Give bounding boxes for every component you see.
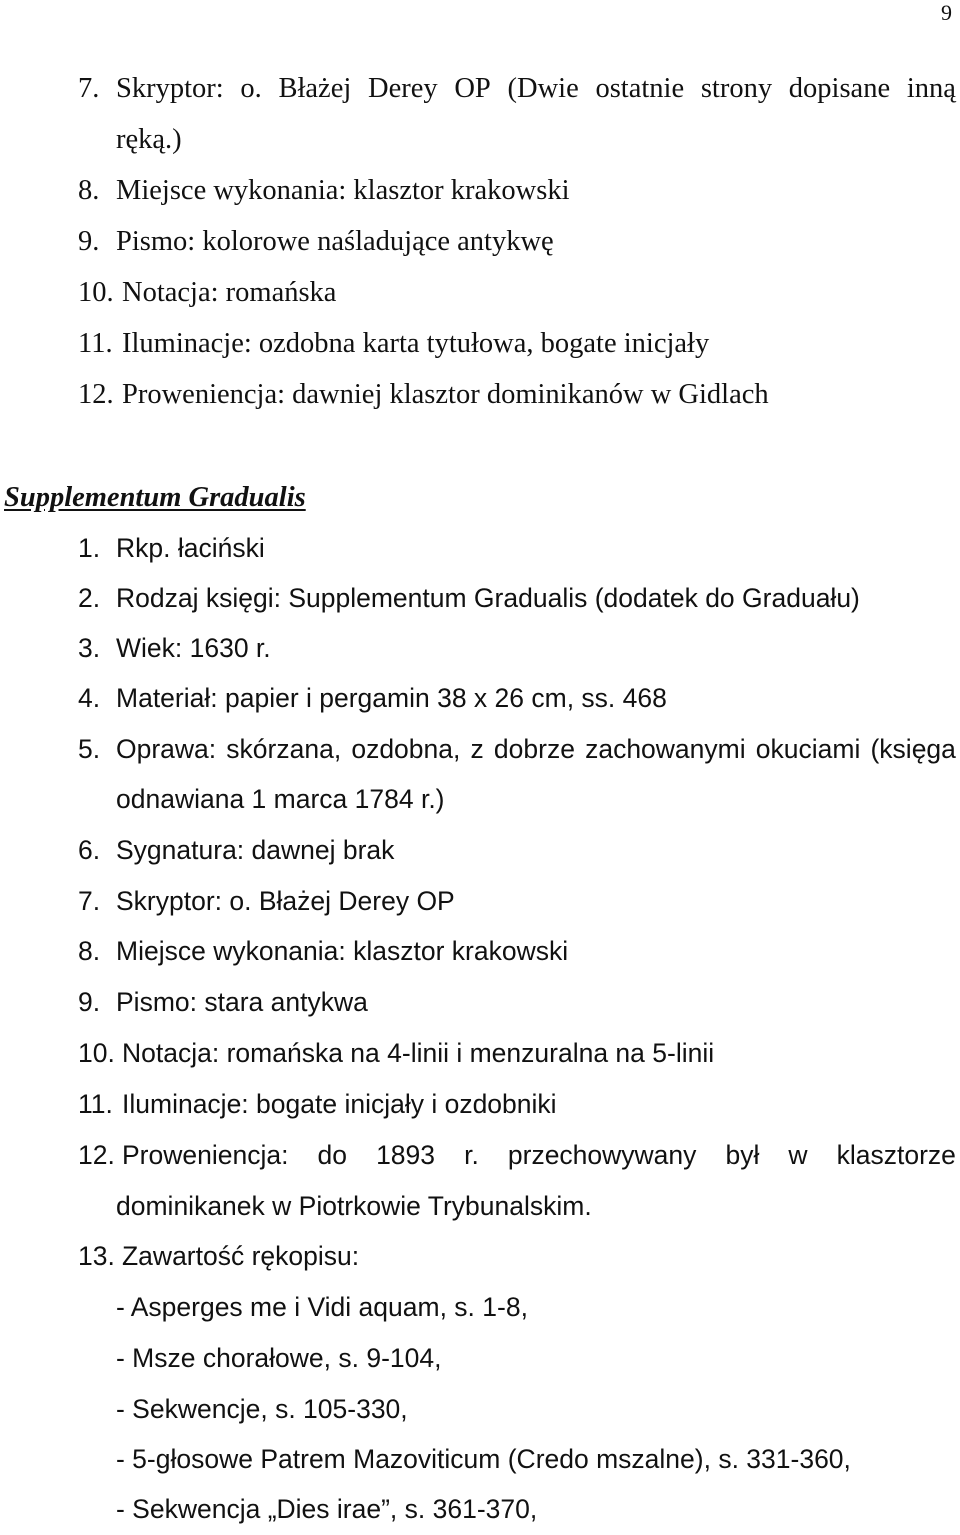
- item-text: Iluminacje: bogate inicjały i ozdobniki: [122, 1089, 557, 1119]
- item-text-part: o.: [240, 73, 262, 104]
- item-text-part: Skryptor:: [116, 73, 224, 104]
- item-number: 4.: [78, 683, 101, 713]
- item-number: 12.: [78, 379, 114, 410]
- item-text-part: inną: [906, 73, 956, 104]
- item-text-part: 1893: [376, 1140, 436, 1170]
- item-text-part: z: [470, 734, 484, 764]
- item-text: Proweniencja: dawniej klasztor dominikanów w Gidlach: [122, 379, 769, 410]
- item-text-part: (Dwie: [507, 73, 579, 104]
- item-text: Rodzaj księgi: Supplementum Gradualis (dodatek do Graduału): [116, 583, 860, 613]
- item-number: 1.: [78, 533, 101, 563]
- page-number: 9: [941, 0, 952, 25]
- item-text: Rkp. łaciński: [116, 533, 265, 563]
- item-text-part: skórzana,: [226, 734, 342, 764]
- item-text: Notacja: romańska: [122, 277, 337, 308]
- item-text-part: OP: [454, 73, 491, 104]
- item-text-part: okuciami: [755, 734, 861, 764]
- item-text: [116, 63, 956, 114]
- item-text-part: ozdobna,: [351, 734, 461, 764]
- item-text-part: r.: [464, 1140, 479, 1170]
- item-number: 8.: [78, 175, 100, 206]
- item-text-part: Oprawa:: [116, 734, 217, 764]
- item-number: 2.: [78, 583, 101, 613]
- item-number: 6.: [78, 835, 101, 865]
- item-continuation: dominikanek w Piotrkowie Trybunalskim.: [116, 1191, 592, 1221]
- contents-text: - Msze chorałowe, s. 9-104,: [116, 1343, 442, 1373]
- item-text-part: Błażej: [278, 73, 352, 104]
- item-text: Zawartość rękopisu:: [122, 1241, 360, 1271]
- contents-text: - Sekwencja „Dies irae”, s. 361-370,: [116, 1494, 538, 1524]
- item-text-part: ostatnie: [595, 73, 685, 104]
- contents-text: - Asperges me i Vidi aquam, s. 1-8,: [116, 1292, 528, 1322]
- item-number: 9.: [78, 226, 100, 257]
- contents-text: - 5-głosowe Patrem Mazoviticum (Credo mszalne), s. 331-360,: [116, 1444, 851, 1474]
- item-text: Materiał: papier i pergamin 38 x 26 cm, ss. 468: [116, 683, 667, 713]
- item-text-part: klasztorze: [836, 1140, 956, 1170]
- item-text-part: do: [317, 1140, 347, 1170]
- item-text: Iluminacje: ozdobna karta tytułowa, bogate inicjały: [122, 328, 710, 359]
- item-number: 10.: [78, 1038, 115, 1068]
- section-heading: Supplementum Gradualis: [4, 482, 306, 513]
- item-number: 11.: [78, 1089, 113, 1119]
- item-text: Miejsce wykonania: klasztor krakowski: [116, 175, 570, 206]
- item-number: 13.: [78, 1241, 115, 1271]
- item-text: Pismo: kolorowe naśladujące antykwę: [116, 226, 554, 257]
- item-text: Skryptor: o. Błażej Derey OP: [116, 886, 455, 916]
- item-number: 10.: [78, 277, 114, 308]
- item-text-part: Proweniencja:: [122, 1140, 289, 1170]
- item-number: 5.: [78, 734, 101, 764]
- item-text: [116, 724, 956, 775]
- item-text-part: był: [725, 1140, 760, 1170]
- item-text: Wiek: 1630 r.: [116, 633, 271, 663]
- item-text-part: przechowywany: [507, 1140, 697, 1170]
- item-text-part: dobrze: [493, 734, 575, 764]
- item-text-part: w: [788, 1140, 808, 1170]
- item-text: Notacja: romańska na 4-linii i menzuralna na 5-linii: [122, 1038, 715, 1068]
- item-text-part: dopisane: [788, 73, 891, 104]
- item-number: 7.: [78, 886, 101, 916]
- item-text: Miejsce wykonania: klasztor krakowski: [116, 936, 569, 966]
- item-continuation: odnawiana 1 marca 1784 r.): [116, 784, 445, 814]
- item-text: [122, 1130, 956, 1181]
- item-number: 11.: [78, 328, 113, 359]
- item-continuation: ręką.): [116, 124, 182, 155]
- item-text-part: strony: [700, 73, 773, 104]
- item-text-part: (księga: [870, 734, 956, 764]
- item-number: 8.: [78, 936, 101, 966]
- item-number: 9.: [78, 987, 101, 1017]
- item-text-part: zachowanymi: [585, 734, 746, 764]
- item-number: 12.: [78, 1140, 115, 1170]
- item-text: Pismo: stara antykwa: [116, 987, 368, 1017]
- item-text-part: Derey: [368, 73, 438, 104]
- contents-text: - Sekwencje, s. 105-330,: [116, 1394, 408, 1424]
- item-text: Sygnatura: dawnej brak: [116, 835, 395, 865]
- item-number: 3.: [78, 633, 101, 663]
- item-number: 7.: [78, 73, 100, 104]
